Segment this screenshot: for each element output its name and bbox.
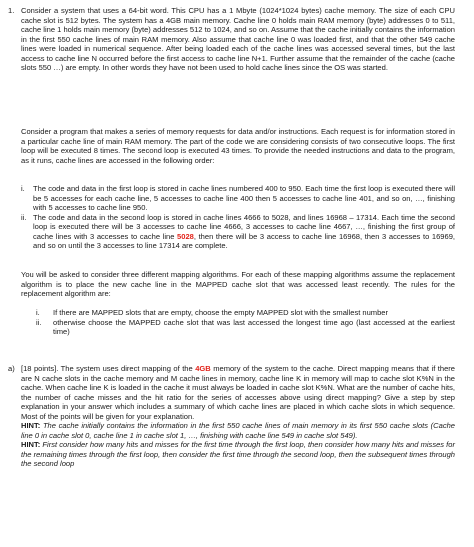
list-item-text: The code and data in the second loop is stored in cache lines 4666 to 5028, and lines 16968 – 17314. Each time the second loop is executed there will be 3 accesses to cache line 4666, 3 accesses to cache line 4667, …, finishing the first group of cache lines with 3 accesses to cache line 5028, then there will be 3 access to cache line 16968, then 3 accesses to 16969, and so on until the 3 accesses to line 17314 are complete. <box>33 212 455 250</box>
replacement-rules-list <box>0 308 474 337</box>
list-item: ii. otherwise choose the MAPPED cache slot that was last accessed the longest time ago (last accessed at the earliest time) <box>36 317 455 336</box>
question-1-paragraph: Consider a system that uses a 64-bit word. This CPU has a 1 Mbyte (1024*1024 bytes) cache memory. The size of each CPU cache slot is 512 bytes. The system has a 4GB main memory. Cache line 0 holds main RAM memory (byte) addresses 0 to 511, cache line 1 holds main memory (byte) addresses 512 to 1024, and so on. Assume that the cache initially contains the information in the first 550 cache lines of main RAM memory. Also assume that cache line 0 was loaded first, and that the other 549 cache lines were loaded in numerical sequence. After being loaded each of the cache lines was accessed several times, but the last access to cache line N occurred before the first access to cache line N+1. Further assume that the remainder of the cache (cache slots 550 …) are empty. In other words they have not been used to hold cache lines since the OS was started. <box>21 6 455 72</box>
access-order-list <box>0 184 474 251</box>
list-item: i. If there are MAPPED slots that are empty, choose the empty MAPPED slot with the smallest number <box>36 308 388 317</box>
part-a-block <box>0 364 474 469</box>
question-1-number: 1. <box>8 6 15 15</box>
part-a-label: a) <box>8 364 15 373</box>
hint-1: HINT: The cache initially contains the information in the first 550 cache lines of main memory in its first 550 cache slots (Cache line 0 in cache slot 0, cache line 1 in cache slot 1, …, finishing with cache line 549 in cache slot 549). <box>21 421 455 440</box>
list-item: i. The code and data in the first loop is stored in cache lines numbered 400 to 950. Each time the first loop is executed there will be 5 accesses for each cache line, 5 accesses to cache line 400 then 5 accesses to cache line 401, and so on, …, finishing with 5 accesses to cache line 950. <box>21 184 455 212</box>
list-item: ii. The code and data in the second loop is stored in cache lines 4666 to 5028, and lines 16968 – 17314. Each time the second loop is executed there will be 3 accesses to cache line 4666, 3 accesses to cache line 4667, …, finishing the first group of cache lines with 3 accesses to cache line 5028, then there will be 3 access to cache line 16968, then 3 accesses to 16969, and so on until the 3 accesses to line 17314 are complete. <box>21 212 455 250</box>
mapping-description-block: You will be asked to consider three different mapping algorithms. For each of these mapping algorithms assume the replacement algorithm is to place the new cache line in the MAPPED cache slot that was accessed least recently. The rules for the replacement algorithm are: <box>21 270 455 298</box>
hint-2: HINT: First consider how many hits and misses for the first time through the first loop, then consider how many hits and misses for the remaining times through the first loop, then consider the first time through the second loop, then the subsequent times through the second loop <box>21 440 455 468</box>
question-1-block <box>0 6 474 73</box>
part-a-paragraph: [18 points]. The system uses direct mapping of the 4GB memory of the system to the cache. Direct mapping means that if there are N cache slots in the cache memory and M cache lines in memory, cache line K in memory will map to cache slot K%N in the cache. When cache line K is loaded in the cache it must always be loaded in cache slot K%N. What are the number of cache hits, the number of cache misses and the hit ratio for the series of accesses above using direct mapping? Give a step by step explanation in your answer which includes a summary of which cache lines are placed in which cache slots in which sequence. Most of the points will be given for your explanation. <box>21 364 455 421</box>
program-description-block <box>0 127 474 165</box>
program-description-paragraph: Consider a program that makes a series of memory requests for data and/or instructions. Each request is for information stored in a particular cache line of main RAM memory. The part of the code we are considering consists of two consecutive loops. The first loop will be executed 8 times. The second loop is executed 43 times. To provide the needed instructions and data to the program, as it runs, cache lines are accessed in the following order: <box>21 127 455 165</box>
